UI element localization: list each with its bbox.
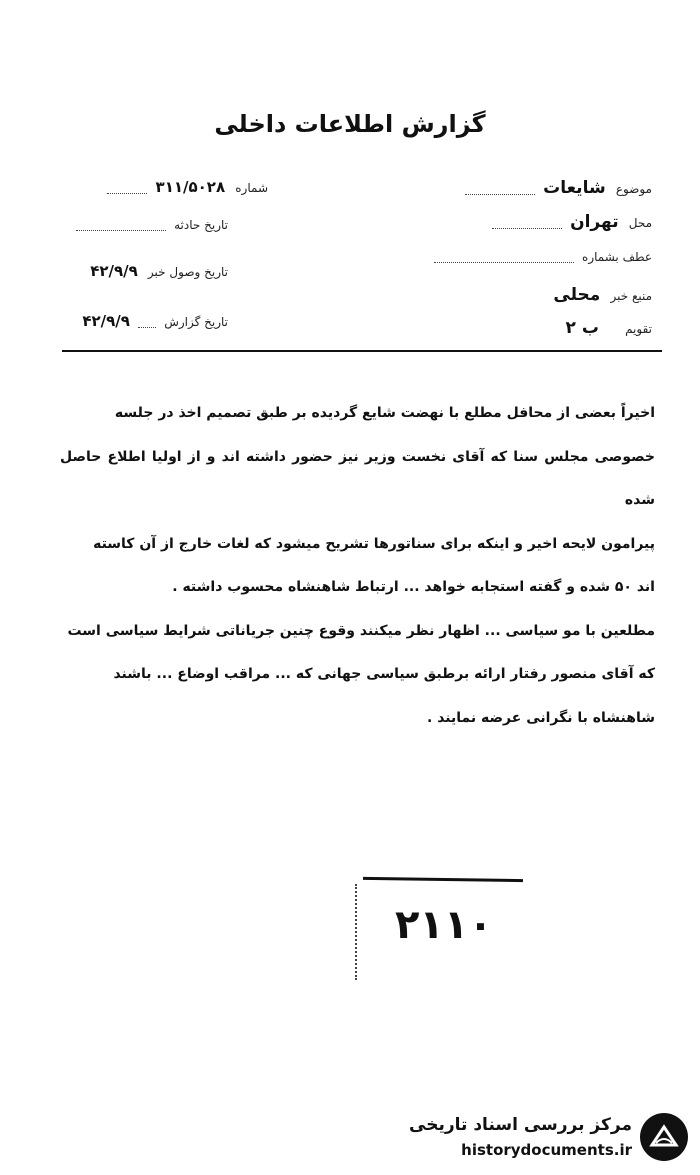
- number-field: [103, 178, 268, 196]
- body-line: اند ۵۰ شده و گفته استجابه خواهد ... ارتباط شاهنشاه محسوب داشته .: [172, 579, 655, 595]
- place-label: محل: [628, 216, 652, 230]
- reference-label: عطف بشماره: [582, 250, 652, 264]
- evaluation-label: تقویم: [625, 322, 652, 336]
- reference-field: [430, 250, 652, 265]
- archive-stamp: [355, 878, 520, 986]
- report-date-value: ۴۲/۹/۹: [82, 312, 130, 330]
- reference-dots: [434, 252, 574, 263]
- archive-logo-icon: [640, 1113, 688, 1161]
- subject-dots: [465, 184, 535, 195]
- subject-field: [461, 178, 652, 198]
- report-body: [60, 392, 655, 740]
- archive-watermark: [398, 1111, 688, 1167]
- stamp-number: ۲۱۱۰: [395, 902, 493, 948]
- place-value: تهران: [570, 212, 619, 232]
- body-line: پیرامون لایحه اخیر و اینکه برای سناتورها تشریح میشود که لغات خارج از آن کاسته: [93, 535, 655, 552]
- watermark-url: historydocuments.ir: [461, 1141, 632, 1159]
- place-field: [488, 212, 652, 232]
- subject-label: موضوع: [615, 182, 652, 196]
- stamp-top-line: [363, 877, 523, 882]
- number-value: ۳۱۱/۵۰۲۸: [155, 178, 226, 196]
- report-date-label: تاریخ گزارش: [164, 315, 228, 329]
- incident-date-label: تاریخ حادثه: [174, 218, 228, 232]
- number-dots: [107, 183, 147, 194]
- report-title: گزارش اطلاعات داخلی: [214, 110, 486, 138]
- source-value: محلی: [553, 285, 601, 305]
- number-label: شماره: [235, 181, 268, 195]
- incident-date-field: [72, 218, 228, 233]
- body-line: مطلعین با مو سیاسی ... اظهار نظر میکنند وقوع چنین جریاناتی شرایط سیاسی است: [67, 622, 655, 639]
- incident-date-dots: [76, 220, 166, 231]
- report-date-dots: [138, 317, 156, 328]
- stamp-side-line: [355, 884, 357, 980]
- subject-value: شایعات: [543, 178, 606, 198]
- body-line: که آقای منصور رفتار ارائه برطبق سیاسی جهانی که ... مراقب اوضاع ... باشند: [113, 666, 655, 682]
- watermark-title: مرکز بررسی اسناد تاریخی: [409, 1115, 632, 1135]
- source-field: [553, 285, 652, 305]
- evaluation-field: [566, 318, 652, 338]
- receipt-date-field: [90, 262, 228, 280]
- header-divider: [62, 350, 662, 352]
- body-line: اخیراً بعضی از محافل مطلع با نهضت شایع گردیده بر طبق تصمیم اخذ در جلسه: [114, 405, 655, 421]
- report-date-field: [82, 312, 228, 330]
- body-line: شاهنشاه با نگرانی عرضه نمایند .: [427, 709, 655, 726]
- body-line: خصوصی مجلس سنا که آقای نخست وزیر نیز حضور داشته اند و از اولیا اطلاع حاصل شده: [60, 448, 655, 508]
- receipt-date-label: تاریخ وصول خبر: [147, 265, 228, 279]
- source-label: منبع خبر: [610, 289, 652, 303]
- place-dots: [492, 218, 562, 229]
- evaluation-value: ب ۲: [565, 318, 599, 338]
- receipt-date-value: ۴۲/۹/۹: [90, 262, 138, 280]
